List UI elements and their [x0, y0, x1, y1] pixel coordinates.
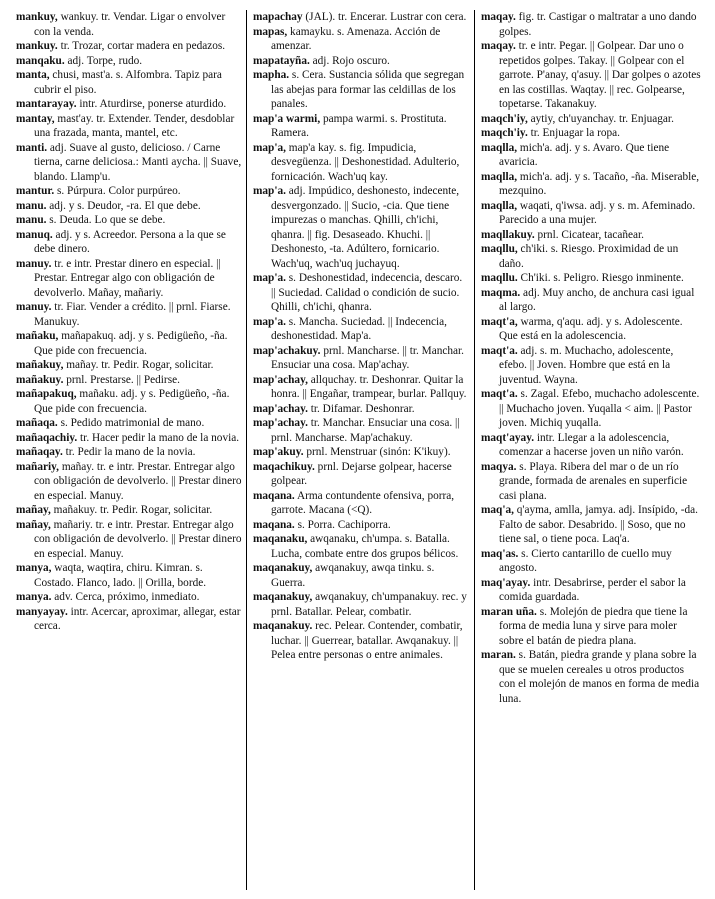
entry-definition: tr. e intr. Pegar. || Golpear. Dar uno o repetidos golpes. Takay. || Golpear con el garrote. P'anay, q'asuy. || Dar golpes o azotes en las costillas. Waqtay. || rec. Golpearse, topetarse. Takanakuy. [499, 40, 701, 110]
entry-headword: maran. [481, 649, 516, 661]
dictionary-entry [16, 431, 244, 446]
dictionary-entry [253, 561, 469, 590]
dictionary-entry [16, 257, 244, 301]
entry-definition: tr. Hacer pedir la mano de la novia. [77, 431, 240, 444]
entry-headword: maqlla, [481, 199, 518, 212]
entry-headword: mapachay [253, 11, 303, 23]
entry-headword: manti. [16, 141, 48, 154]
entry-headword: mantarayay. [16, 98, 77, 110]
entry-headword: manta, [16, 69, 50, 81]
dictionary-entry [16, 387, 244, 416]
entry-headword: maqch'iy. [481, 127, 528, 139]
dictionary-entry [253, 460, 469, 489]
dictionary-entry [481, 199, 701, 228]
dictionary-entry [16, 68, 244, 97]
entry-definition: allquchay. tr. Deshonrar. Quitar la honra. || Engañar, trampear, burlar. Pallquy. [271, 373, 467, 400]
entry-headword: mañay, [16, 518, 51, 531]
entry-definition: mañay. tr. Pedir. Rogar, solicitar. [63, 359, 214, 371]
entry-definition: s. Púrpura. Color purpúreo. [54, 185, 181, 197]
dictionary-entry [16, 10, 244, 39]
dictionary-entry [16, 97, 244, 112]
entry-headword: mankuy, [16, 11, 58, 23]
entry-headword: maqachikuy. [253, 460, 315, 473]
dictionary-entry [16, 358, 244, 373]
entry-definition: adj. Impúdico, deshonesto, indecente, desvergonzado. || Sucio, -cia. Que tiene impurezas o manchas. Qhilli, ch'ichi, qhanra. || fig. Desaseado. Khuchi. || Deshonesto, -ta. Adúltero, fornicario. Wach'uq, wach'uq juchayuq. [271, 185, 460, 270]
entry-headword: mapatayña. [253, 54, 310, 67]
entry-headword: maqanakuy, [253, 591, 313, 603]
entry-headword: manya. [16, 591, 52, 603]
entry-definition: ch'iki. s. Riesgo. Proximidad de un daño. [499, 243, 679, 270]
dictionary-entry [481, 503, 701, 547]
dictionary-entry [253, 25, 469, 54]
dictionary-entry [253, 10, 469, 25]
entry-definition: pampa warmi. s. Prostituta. Ramera. [271, 112, 447, 139]
entry-definition: Arma contundente ofensiva, porra, garrote. Macana (<Q). [271, 489, 455, 516]
entry-headword: maqanakuy, [253, 562, 313, 574]
entry-definition: prnl. Menstruar (sinón: K'ikuy). [303, 446, 451, 458]
entry-definition: s. Mancha. Suciedad. || Indecencia, deshonestidad. Map'a. [271, 315, 447, 342]
entry-headword: mañakuy. [16, 373, 64, 386]
dictionary-entry [481, 344, 701, 388]
entry-definition: waqati, q'iwsa. adj. y s. m. Afeminado. Parecido a una mujer. [499, 199, 696, 226]
entry-headword: maqt'a. [481, 388, 518, 400]
entry-definition: adj. Muy ancho, de anchura casi igual al largo. [499, 286, 695, 313]
entry-definition: s. Deuda. Lo que se debe. [46, 214, 166, 226]
entry-definition: intr. Llegar a la adolescencia, comenzar a hacerse joven un niño varón. [499, 431, 684, 458]
dictionary-entry [253, 402, 469, 417]
entry-definition: chusi, mast'a. s. Alfombra. Tapiz para cubrir el piso. [34, 69, 222, 96]
entry-definition: adj. y s. Acreedor. Persona a la que se debe dinero. [34, 228, 226, 255]
entry-headword: mapas, [253, 25, 288, 38]
entry-headword: manqaku. [16, 54, 65, 67]
entry-definition: s. Batán, piedra grande y plana sobre la que se muelen cereales u otros productos con el molejón de manos en forma de media luna. [499, 649, 700, 705]
entry-definition: mast'ay. tr. Extender. Tender, desdoblar una frazada, manta, mantel, etc. [34, 112, 235, 139]
dictionary-entry [16, 54, 244, 69]
entry-definition: intr. Desabrirse, perder el sabor la comida guardada. [499, 576, 686, 603]
entry-definition: mañay. tr. e intr. Prestar. Entregar algo con obligación de devolverlo. || Prestar dinero en especial. Manuy. [34, 460, 242, 502]
dictionary-entry [481, 547, 701, 576]
entry-headword: map'achakuy. [253, 344, 321, 357]
dictionary-entry [253, 271, 469, 315]
entry-headword: maq'a, [481, 504, 514, 516]
entry-definition: s. Porra. Cachiporra. [294, 518, 391, 531]
dictionary-entry [253, 344, 469, 373]
entry-definition: prnl. Mancharse. || tr. Manchar. Ensuciar una cosa. Map'achay. [271, 344, 464, 371]
dictionary-entry [16, 228, 244, 257]
dictionary-entry [481, 170, 701, 199]
dictionary-entry [253, 68, 469, 112]
entry-headword: map'akuy. [253, 446, 304, 458]
entry-definition: adj. y s. Deudor, -ra. El que debe. [46, 199, 201, 212]
entry-headword: map'a, [253, 141, 286, 154]
entry-definition: s. Pedido matrimonial de mano. [57, 417, 205, 429]
entry-definition: tr. Pedir la mano de la novia. [62, 446, 196, 458]
entry-definition: adj. Torpe, rudo. [64, 54, 143, 67]
dictionary-entry [16, 605, 244, 634]
dictionary-entry [253, 373, 469, 402]
entry-headword: manuy. [16, 257, 52, 270]
entry-headword: manu. [16, 214, 47, 226]
column-2 [253, 10, 469, 663]
entry-headword: mañaqa. [16, 417, 58, 429]
entry-headword: maqay. [481, 40, 516, 52]
dictionary-entry [481, 576, 701, 605]
entry-headword: mapha. [253, 69, 290, 81]
dictionary-entry [16, 112, 244, 141]
dictionary-entry [16, 39, 244, 54]
entry-headword: mañaku, [16, 330, 59, 342]
dictionary-entry [253, 489, 469, 518]
entry-headword: mañaqachiy. [16, 431, 78, 444]
entry-headword: map'a. [253, 185, 286, 197]
dictionary-entry [253, 416, 469, 445]
entry-headword: map'achay. [253, 417, 308, 429]
dictionary-entry [481, 315, 701, 344]
column-1 [16, 10, 244, 634]
entry-headword: maqlla, [481, 141, 518, 154]
entry-definition: mañariy. tr. e intr. Prestar. Entregar algo con obligación de devolverlo. || Prestar dinero en especial. Manuy. [34, 518, 242, 560]
entry-headword: maqt'a. [481, 344, 518, 357]
entry-headword: map'achay, [253, 373, 308, 386]
entry-definition: intr. Aturdirse, ponerse aturdido. [76, 98, 227, 110]
entry-definition: kamayku. s. Amenaza. Acción de amenzar. [271, 25, 441, 52]
entry-definition: waqta, waqtira, chiru. Kimran. s. Costado. Flanco, lado. || Orilla, borde. [34, 562, 207, 589]
entry-headword: mankuy. [16, 40, 58, 52]
dictionary-entry [16, 445, 244, 460]
entry-definition: aytiy, ch'uyanchay. tr. Enjuagar. [527, 112, 674, 125]
entry-headword: maqt'ayay. [481, 431, 535, 444]
entry-definition: q'ayma, amlla, jamya. adj. Insípido, -da. Falto de sabor. Desabrido. || Soso, que no tiene sal, o tiene poca. Laq'a. [499, 504, 698, 545]
entry-headword: maqllu. [481, 272, 518, 284]
dictionary-entry [16, 518, 244, 562]
dictionary-entry [481, 605, 701, 649]
dictionary-entry [16, 590, 244, 605]
entry-definition: awqanaku, ch'umpa. s. Batalla. Lucha, combate entre dos grupos bélicos. [271, 533, 459, 560]
dictionary-entry [481, 387, 701, 431]
dictionary-entry [481, 242, 701, 271]
entry-definition: rec. Pelear. Contender, combatir, luchar. || Guerrear, batallar. Awqanakuy. || Pelea entre personas o entre animales. [271, 620, 463, 661]
dictionary-entry [16, 329, 244, 358]
entry-definition: tr. Manchar. Ensuciar una cosa. || prnl. Mancharse. Map'achakuy. [271, 417, 460, 444]
dictionary-entry [16, 199, 244, 214]
column-3 [481, 10, 701, 706]
dictionary-entry [481, 431, 701, 460]
dictionary-entry [253, 315, 469, 344]
entry-headword: manuq. [16, 228, 53, 241]
entry-definition: adj. Suave al gusto, delicioso. / Carne tierna, carne deliciosa.: Manti aycha. || Suave, blando. Llamp'u. [34, 141, 242, 183]
entry-headword: mañaqay. [16, 446, 63, 458]
dictionary-entry [253, 112, 469, 141]
entry-definition: warma, q'aqu. adj. y s. Adolescente. Que está en la adolescencia. [499, 315, 683, 342]
entry-definition: mich'a. adj. y s. Tacaño, -ña. Miserable, mezquino. [499, 170, 700, 197]
dictionary-entry [16, 503, 244, 518]
entry-definition: adj. Rojo oscuro. [309, 54, 390, 67]
column-divider [474, 10, 475, 890]
dictionary-entry [253, 532, 469, 561]
entry-headword: mañay, [16, 504, 51, 516]
dictionary-entry [253, 619, 469, 663]
entry-definition: (JAL). tr. Encerar. Lustrar con cera. [302, 11, 467, 23]
entry-headword: mantay, [16, 112, 55, 125]
entry-definition: s. Zagal. Efebo, muchacho adolescente. || Muchacho joven. Yuqalla < aim. || Pastor joven. Michiq yuqalla. [499, 388, 700, 429]
entry-definition: s. Cierto cantarillo de cuello muy angosto. [499, 547, 672, 574]
entry-definition: tr. Trozar, cortar madera en pedazos. [57, 40, 226, 52]
entry-headword: maqana. [253, 518, 295, 531]
dictionary-entry [253, 141, 469, 185]
dictionary-entry [16, 561, 244, 590]
entry-definition: awqanakuy, awqa tinku. s. Guerra. [271, 562, 435, 589]
dictionary-entry [16, 373, 244, 388]
dictionary-entry [16, 460, 244, 504]
dictionary-entry [253, 590, 469, 619]
dictionary-entry [481, 39, 701, 112]
entry-definition: adj. s. m. Muchacho, adolescente, efebo. || Joven. Hombre que está en la juventud. Wayna. [499, 344, 674, 386]
dictionary-entry [481, 460, 701, 504]
dictionary-entry [16, 184, 244, 199]
entry-definition: tr. Enjuagar la ropa. [527, 127, 620, 139]
entry-definition: tr. Fiar. Vender a crédito. || prnl. Fiarse. Manukuy. [34, 301, 231, 328]
dictionary-entry [16, 416, 244, 431]
entry-headword: manuy. [16, 301, 52, 313]
entry-definition: s. Deshonestidad, indecencia, descaro. || Suciedad. Calidad o condición de sucio. Qhilli, ch'ichi, qhanra. [271, 272, 463, 313]
entry-headword: manyayay. [16, 605, 68, 618]
entry-headword: mantur. [16, 185, 55, 197]
dictionary-entry [253, 518, 469, 533]
dictionary-entry [481, 286, 701, 315]
entry-definition: adv. Cerca, próximo, inmediato. [51, 591, 200, 603]
entry-definition: s. Molejón de piedra que tiene la forma de media luna y sirve para moler sobre el batán de piedra plana. [499, 605, 688, 647]
entry-definition: prnl. Prestarse. || Pedirse. [63, 373, 180, 386]
entry-headword: maqay. [481, 11, 516, 23]
dictionary-entry [253, 184, 469, 271]
entry-headword: maqana. [253, 489, 295, 502]
entry-headword: maqanakuy. [253, 620, 313, 632]
entry-headword: maqya. [481, 460, 517, 473]
entry-headword: maqma. [481, 286, 521, 299]
entry-definition: fig. tr. Castigar o maltratar a uno dando golpes. [499, 11, 697, 38]
entry-headword: maq'ayay. [481, 576, 531, 589]
entry-headword: manu. [16, 199, 47, 212]
entry-headword: maqt'a, [481, 315, 518, 328]
dictionary-entry [481, 141, 701, 170]
entry-headword: maq'as. [481, 547, 519, 560]
dictionary-entry [253, 445, 469, 460]
entry-headword: maqch'iy, [481, 112, 528, 125]
dictionary-entry [16, 300, 244, 329]
entry-definition: mañapakuq. adj. y s. Pedigüeño, -ña. Que pide con frecuencia. [34, 330, 228, 357]
dictionary-entry [481, 228, 701, 243]
entry-headword: maran uña. [481, 605, 537, 618]
entry-definition: tr. Difamar. Deshonrar. [307, 402, 415, 415]
entry-definition: s. Playa. Ribera del mar o de un río grande, formada de arenales en superficie casi plana. [499, 460, 688, 502]
dictionary-entry [481, 112, 701, 127]
dictionary-entry [481, 126, 701, 141]
entry-headword: mañakuy, [16, 359, 64, 371]
dictionary-entry [481, 648, 701, 706]
entry-headword: map'achay. [253, 402, 308, 415]
entry-headword: mañapakuq, [16, 388, 77, 400]
entry-definition: mañaku. adj. y s. Pedigüeño, -ña. Que pide con frecuencia. [34, 388, 230, 415]
entry-headword: maqllakuy. [481, 228, 535, 241]
entry-headword: map'a. [253, 315, 286, 328]
entry-headword: mañariy, [16, 460, 59, 473]
dictionary-entry [16, 213, 244, 228]
dictionary-entry [253, 54, 469, 69]
entry-headword: manya, [16, 562, 52, 574]
entry-definition: s. Cera. Sustancia sólida que segregan las abejas para formar las celdillas de los panales. [271, 69, 465, 110]
entry-definition: awqanakuy, ch'umpanakuy. rec. y prnl. Batallar. Pelear, combatir. [271, 591, 467, 618]
entry-headword: maqlla, [481, 170, 518, 183]
entry-definition: mich'a. adj. y s. Avaro. Que tiene avaricia. [499, 141, 670, 168]
entry-definition: tr. e intr. Prestar dinero en especial. || Prestar. Entregar algo con obligación de devolverlo. Mañay, mañariy. [34, 257, 221, 299]
entry-headword: maqanaku, [253, 533, 308, 545]
entry-headword: map'a warmi, [253, 112, 321, 125]
entry-definition: prnl. Cicatear, tacañear. [534, 228, 645, 241]
dictionary-entry [481, 271, 701, 286]
dictionary-entry [16, 141, 244, 185]
entry-definition: intr. Acercar, aproximar, allegar, estar cerca. [34, 605, 241, 632]
entry-headword: maqllu, [481, 243, 518, 255]
entry-headword: map'a. [253, 272, 286, 284]
entry-definition: wankuy. tr. Vendar. Ligar o envolver con la venda. [34, 11, 226, 38]
entry-definition: prnl. Dejarse golpear, hacerse golpear. [271, 460, 452, 487]
column-divider [246, 10, 247, 890]
entry-definition: mañakuy. tr. Pedir. Rogar, solicitar. [50, 504, 213, 516]
entry-definition: Ch'iki. s. Peligro. Riesgo inminente. [517, 272, 684, 284]
entry-definition: map'a kay. s. fig. Impudicia, desvegüenza. || Deshonestidad. Adulterio, fornicación. Wach'uq kay. [271, 141, 460, 183]
dictionary-entry [481, 10, 701, 39]
